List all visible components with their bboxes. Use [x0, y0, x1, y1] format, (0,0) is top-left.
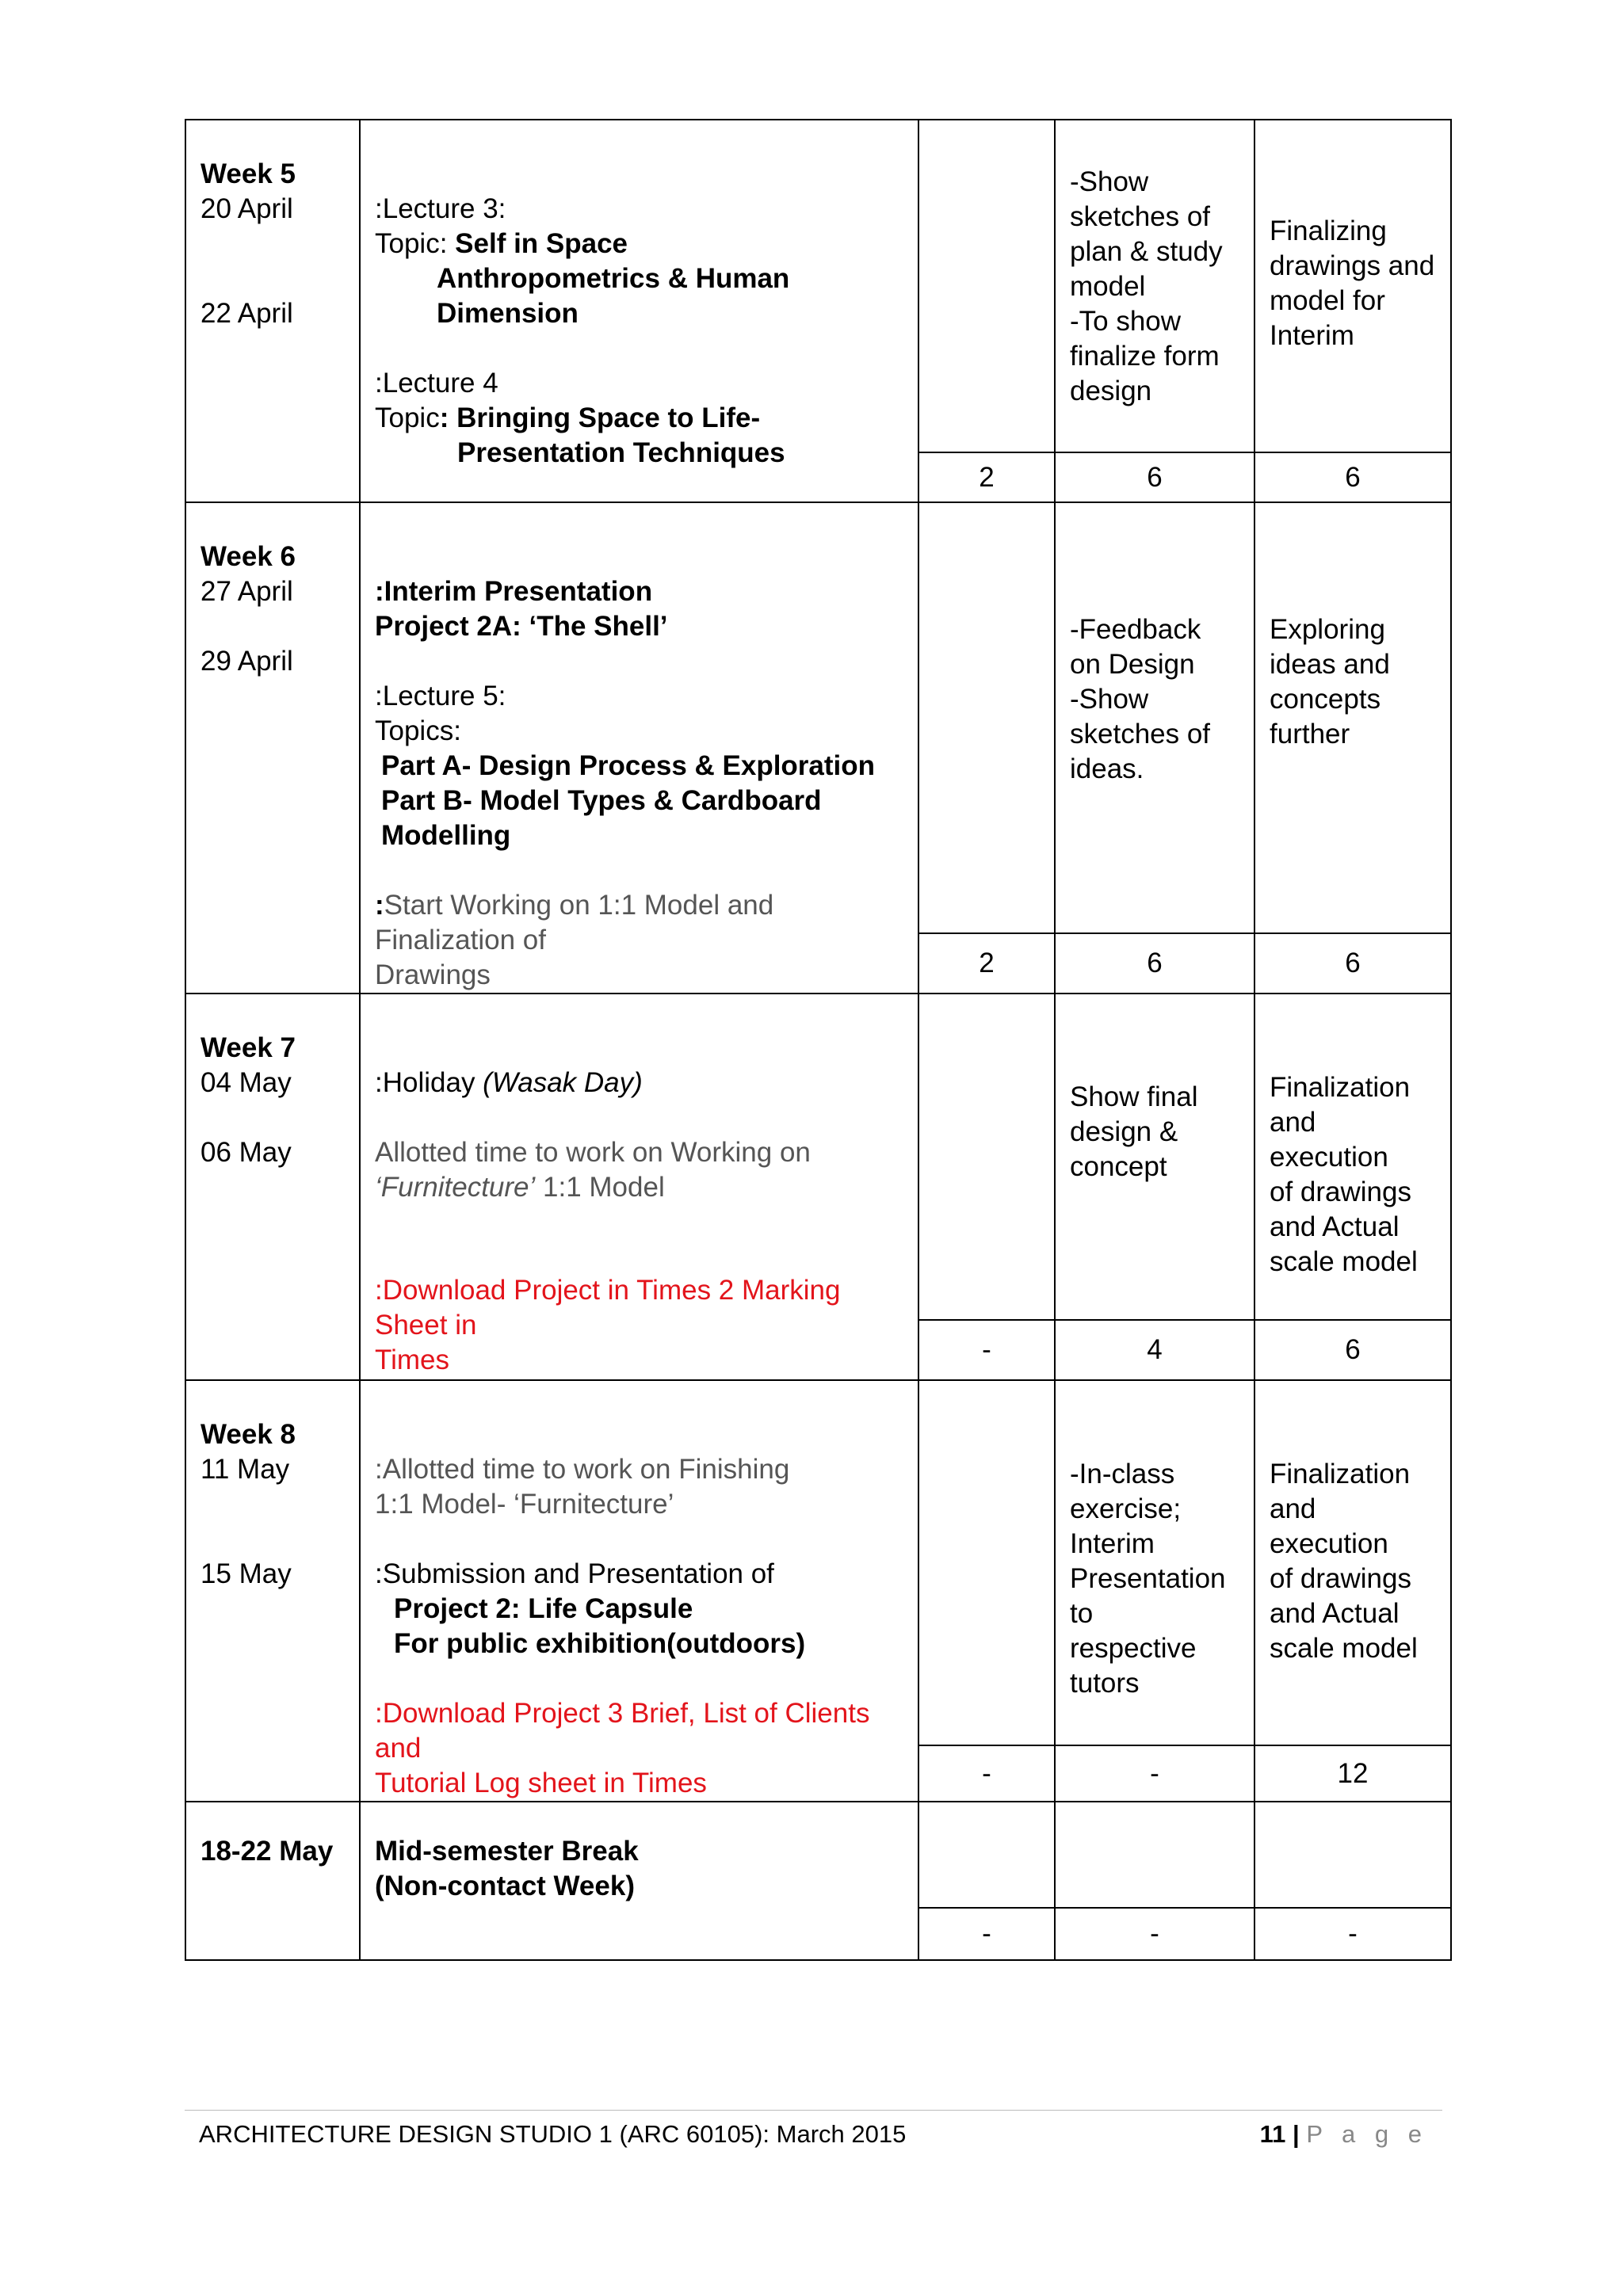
hours-cell: - — [918, 1908, 1055, 1960]
topic-subtitle: Presentation Techniques — [457, 437, 785, 468]
date: 27 April — [200, 576, 293, 607]
date: 15 May — [200, 1558, 292, 1589]
week-cell — [185, 994, 360, 1380]
table-row — [185, 994, 1451, 1320]
col4-cell — [1055, 1802, 1254, 1908]
download-line-2: Tutorial Log sheet in Times — [375, 1768, 707, 1798]
week-cell — [185, 120, 360, 502]
col4-cell — [1055, 502, 1254, 933]
col4-line: design & — [1070, 1116, 1178, 1147]
col3-cell — [918, 994, 1055, 1320]
break-line: Mid-semester Break — [375, 1836, 639, 1867]
exhibition-line: For public exhibition(outdoors) — [394, 1628, 806, 1659]
col4-line: -Feedback — [1070, 614, 1201, 645]
col5-line: Finalizing — [1270, 215, 1387, 246]
week-label: Week 8 — [200, 1419, 296, 1450]
col5-line: and Actual — [1270, 1598, 1400, 1629]
date: 06 May — [200, 1137, 292, 1168]
date: 04 May — [200, 1067, 292, 1098]
col5-line: Finalization — [1270, 1072, 1411, 1103]
furnitecture-label: ‘Furnitecture’ — [375, 1172, 536, 1203]
week-cell — [185, 1802, 360, 1960]
col4-line: Interim — [1070, 1528, 1155, 1559]
hours-cell: - — [1055, 1745, 1254, 1802]
col4-cell — [1055, 994, 1254, 1320]
col4-cell — [1055, 1380, 1254, 1745]
holiday-line — [375, 1066, 903, 1100]
col4-cell — [1055, 120, 1254, 452]
topic-line — [375, 401, 903, 436]
col5-line: of drawings — [1270, 1563, 1411, 1594]
topic-title: Self in Space — [455, 228, 628, 259]
hours-cell: 6 — [1254, 1320, 1451, 1380]
col5-line: model for — [1270, 285, 1385, 316]
col4-line: finalize form — [1070, 341, 1220, 372]
col5-line: Exploring — [1270, 614, 1385, 645]
table-row — [185, 120, 1451, 452]
content-cell — [360, 120, 918, 502]
table-row — [185, 1802, 1451, 1908]
content-cell — [360, 502, 918, 994]
col5-line: and Actual — [1270, 1211, 1400, 1242]
week-cell — [185, 502, 360, 994]
col3-cell — [918, 120, 1055, 452]
download-line: :Download Project 3 Brief, List of Clients and — [375, 1698, 870, 1764]
interim-line: :Interim Presentation — [375, 576, 653, 607]
topic-label: Topic: — [375, 228, 456, 259]
col4-line: Presentation to — [1070, 1563, 1226, 1629]
schedule-table — [185, 119, 1452, 1961]
project-line: Project 2A: ‘The Shell’ — [375, 611, 668, 642]
holiday-label: :Holiday — [375, 1067, 483, 1098]
hours-cell: 6 — [1254, 452, 1451, 502]
date: 11 May — [200, 1454, 290, 1485]
content-cell — [360, 1380, 918, 1802]
allotted-line: :Allotted time to work on Finishing — [375, 1454, 790, 1485]
col5-cell — [1254, 120, 1451, 452]
col4-line: exercise; — [1070, 1493, 1182, 1524]
col4-line: on Design — [1070, 649, 1195, 680]
submission-line: :Submission and Presentation of — [375, 1558, 774, 1589]
table-row — [185, 502, 1451, 933]
col4-line: model — [1070, 271, 1146, 302]
topic-line — [375, 227, 903, 261]
project-line: Project 2: Life Capsule — [394, 1593, 693, 1624]
hours-cell: 12 — [1254, 1745, 1451, 1802]
download-line: :Download Project in Times 2 Marking Sheet in — [375, 1275, 841, 1341]
break-line-2: (Non-contact Week) — [375, 1871, 635, 1901]
page-number: 11 — [1259, 2120, 1286, 2148]
col5-line: Finalization — [1270, 1459, 1411, 1489]
col4-line: sketches of — [1070, 719, 1211, 749]
col5-line: further — [1270, 719, 1350, 749]
col3-cell — [918, 1380, 1055, 1745]
topic-label: Topic — [375, 402, 440, 433]
lecture-line: :Lecture 5: — [375, 681, 506, 711]
col5-line: concepts — [1270, 684, 1381, 715]
col3-cell — [918, 502, 1055, 933]
col5-cell — [1254, 502, 1451, 933]
allotted-line: Allotted time to work on Working on — [375, 1137, 811, 1168]
colon: : — [375, 890, 384, 921]
week-label: Week 7 — [200, 1032, 296, 1063]
lecture-line: :Lecture 4 — [375, 368, 498, 399]
col4-line: Show final — [1070, 1081, 1198, 1112]
col4-line: concept — [1070, 1151, 1167, 1182]
col5-cell — [1254, 994, 1451, 1320]
col5-cell — [1254, 1380, 1451, 1745]
topic-title: : Bringing Space to Life- — [439, 402, 761, 433]
date: 20 April — [200, 193, 293, 224]
start-text: Start Working on 1:1 Model and Finalization of — [375, 890, 774, 955]
col4-line: -To show — [1070, 306, 1182, 337]
topic-subtitle: Anthropometrics & Human Dimension — [437, 263, 790, 329]
col4-line: -Show — [1070, 684, 1149, 715]
page-footer — [185, 2110, 1442, 2148]
hours-cell: - — [1254, 1908, 1451, 1960]
col4-line: plan & study — [1070, 236, 1223, 267]
topics-label: Topics: — [375, 715, 461, 746]
col5-cell — [1254, 1802, 1451, 1908]
col3-cell — [918, 1802, 1055, 1908]
hours-cell: 2 — [918, 933, 1055, 994]
col4-line: design — [1070, 376, 1152, 406]
week-label: 18-22 May — [200, 1836, 334, 1867]
hours-cell: - — [918, 1745, 1055, 1802]
col4-line: -Show — [1070, 166, 1149, 197]
content-cell — [360, 994, 918, 1380]
col5-line: Interim — [1270, 320, 1354, 351]
date: 22 April — [200, 298, 293, 329]
allotted-line-2 — [375, 1170, 903, 1205]
model-label: 1:1 Model — [535, 1172, 665, 1203]
hours-cell: 6 — [1055, 933, 1254, 994]
content-cell — [360, 1802, 918, 1960]
week-label: Week 5 — [200, 158, 296, 189]
date: 29 April — [200, 646, 293, 677]
col4-line: tutors — [1070, 1668, 1140, 1699]
download-line-2: Times — [375, 1344, 449, 1375]
col5-line: and execution — [1270, 1107, 1388, 1173]
col4-line: -In-class — [1070, 1459, 1175, 1489]
hours-cell: 6 — [1254, 933, 1451, 994]
footer-course-title: ARCHITECTURE DESIGN STUDIO 1 (ARC 60105): March 2015 — [199, 2120, 907, 2148]
col5-line: drawings and — [1270, 250, 1435, 281]
page-separator: | — [1285, 2120, 1307, 2148]
week-cell — [185, 1380, 360, 1802]
holiday-name: (Wasak Day) — [483, 1067, 643, 1098]
hours-cell: 2 — [918, 452, 1055, 502]
part-b-line: Part B- Model Types & Cardboard Modelling — [381, 785, 822, 851]
col5-line: scale model — [1270, 1633, 1418, 1664]
start-working-line — [375, 888, 903, 958]
table-row — [185, 1380, 1451, 1745]
col5-line: of drawings — [1270, 1177, 1411, 1207]
hours-cell: 6 — [1055, 452, 1254, 502]
col5-line: and execution — [1270, 1493, 1388, 1559]
hours-cell: 4 — [1055, 1320, 1254, 1380]
allotted-line-2: 1:1 Model- ‘Furnitecture’ — [375, 1489, 674, 1520]
start-working-line-2: Drawings — [375, 959, 491, 990]
part-a-line: Part A- Design Process & Exploration — [381, 750, 876, 781]
footer-page-indicator — [1260, 2117, 1428, 2152]
hours-cell: - — [1055, 1908, 1254, 1960]
col5-line: scale model — [1270, 1246, 1418, 1277]
lecture-line: :Lecture 3: — [375, 193, 506, 224]
col4-line: sketches of — [1070, 201, 1211, 232]
col5-line: ideas and — [1270, 649, 1390, 680]
col4-line: ideas. — [1070, 753, 1144, 784]
col4-line: respective — [1070, 1633, 1197, 1664]
week-label: Week 6 — [200, 541, 296, 572]
hours-cell: - — [918, 1320, 1055, 1380]
page-label: P a g e — [1306, 2120, 1428, 2148]
